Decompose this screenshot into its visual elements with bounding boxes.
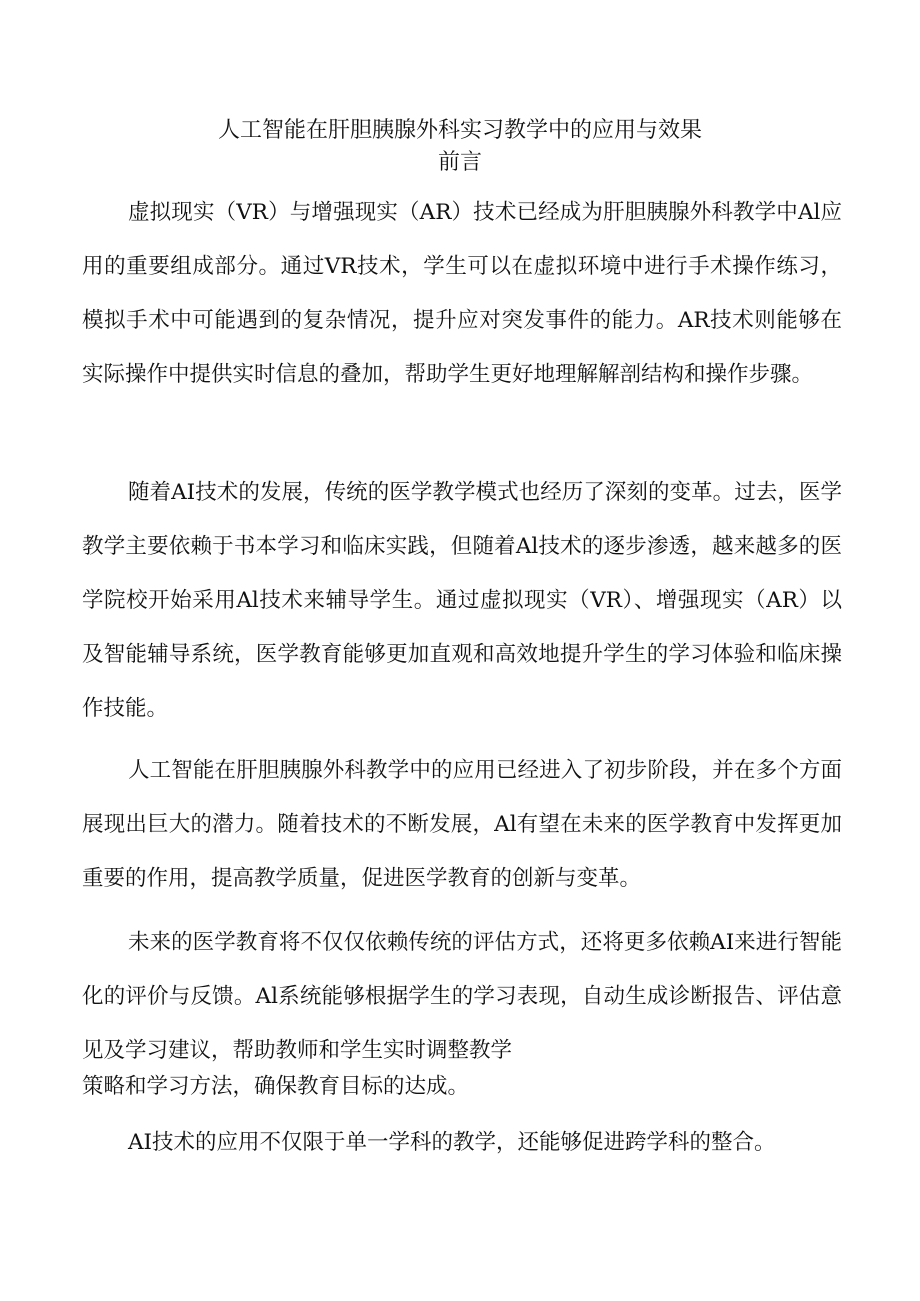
paragraph-continuation: 策略和学习方法，确保教育目标的达成。 [82, 1074, 470, 1099]
paragraph: AI技术的应用不仅限于单一学科的教学，还能够促进跨学科的整合。 [128, 1130, 776, 1155]
paragraph: 人工智能在肝胆胰腺外科教学中的应用已经进入了初步阶段，并在多个方面展现出巨大的潜力。随着技术的不断发展，Al有望在未来的医学教育中发挥更加重要的作用，提高教学质量，促进医学教育的创新与变革。 [82, 758, 842, 891]
paragraph: 虚拟现实（VR）与增强现实（AR）技术已经成为肝胆胰腺外科教学中Al应用的重要组成部分。通过VR技术，学生可以在虚拟环境中进行手术操作练习，模拟手术中可能遇到的复杂情况，提升应对突发事件的能力。AR技术则能够在实际操作中提供实时信息的叠加，帮助学生更好地理解解剖结构和操作步骤。 [82, 200, 842, 387]
section-heading: 前言 [437, 150, 482, 175]
paragraph: 随着AI技术的发展，传统的医学教学模式也经历了深刻的变革。过去，医学教学主要依赖于书本学习和临床实践，但随着Al技术的逐步渗透，越来越多的医学院校开始采用Al技术来辅导学生。通过虚拟现实（VR）、增强现实（AR）以及智能辅导系统，医学教育能够更加直观和高效地提升学生的学习体验和临床操作技能。 [82, 480, 842, 721]
paragraph: 未来的医学教育将不仅仅依赖传统的评估方式，还将更多依赖AI来进行智能化的评价与反馈。Al系统能够根据学生的学习表现，自动生成诊断报告、评估意见及学习建议，帮助教师和学生实时调整教学 [82, 930, 842, 1063]
document-title: 人工智能在肝胆胰腺外科实习教学中的应用与效果 [217, 118, 702, 143]
